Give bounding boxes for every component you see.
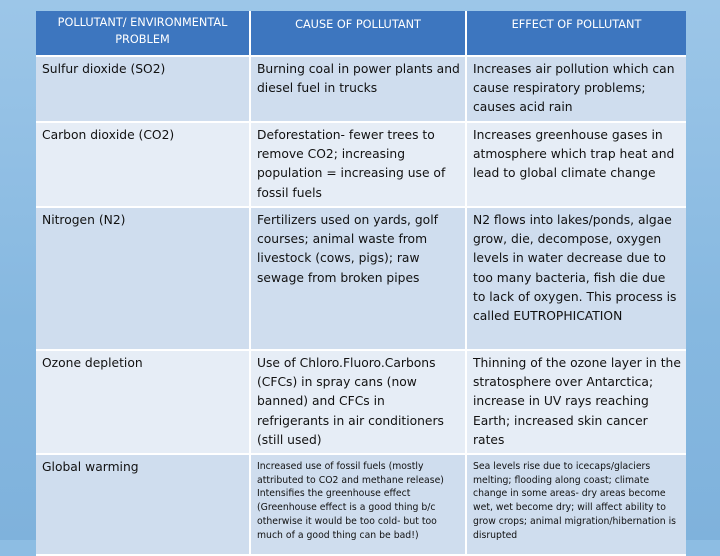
header-row	[36, 11, 686, 57]
problem-cell: Ozone depletion	[36, 351, 251, 455]
effect-cell: N2 flows into lakes/ponds, algae grow, die, decompose, oxygen levels in water decrease due to too many bacteria, fish die due to lack of oxygen. This process is called EUTROPHICATION	[467, 208, 686, 351]
effect-cell: Increases air pollution which can cause respiratory problems; causes acid rain	[467, 57, 686, 123]
table-row	[36, 455, 686, 556]
problem-cell: Sulfur dioxide (SO2)	[36, 57, 251, 123]
problem-cell: Global warming	[36, 455, 251, 556]
header-effect: EFFECT OF POLLUTANT	[467, 11, 686, 57]
cause-cell: Use of Chloro.Fluoro.Carbons (CFCs) in spray cans (now banned) and CFCs in refrigerants in air conditioners (still used)	[251, 351, 467, 455]
table-row	[36, 208, 686, 351]
header-problem: POLLUTANT/ ENVIRONMENTAL PROBLEM	[36, 11, 251, 57]
cause-cell: Deforestation- fewer trees to remove CO2; increasing population = increasing use of fossil fuels	[251, 123, 467, 208]
pollutant-table	[36, 11, 686, 556]
cause-cell: Burning coal in power plants and diesel fuel in trucks	[251, 57, 467, 123]
table-row	[36, 351, 686, 455]
effect-cell: Increases greenhouse gases in atmosphere which trap heat and lead to global climate change	[467, 123, 686, 208]
table-row	[36, 123, 686, 208]
effect-cell: Sea levels rise due to icecaps/glaciers melting; flooding along coast; climate change in some areas- dry areas become wet, wet become dry; will affect ability to grow crops; animal migration/hibernation is disrupted	[467, 455, 686, 556]
problem-cell: Nitrogen (N2)	[36, 208, 251, 351]
cause-cell: Fertilizers used on yards, golf courses; animal waste from livestock (cows, pigs); raw sewage from broken pipes	[251, 208, 467, 351]
table-row	[36, 57, 686, 123]
effect-cell: Thinning of the ozone layer in the stratosphere over Antarctica; increase in UV rays reaching Earth; increased skin cancer rates	[467, 351, 686, 455]
header-cause: CAUSE OF POLLUTANT	[251, 11, 467, 57]
problem-cell: Carbon dioxide (CO2)	[36, 123, 251, 208]
cause-cell: Increased use of fossil fuels (mostly attributed to CO2 and methane release) Intensifies the greenhouse effect (Greenhouse effect is a good thing b/c otherwise it would be too cold- but too much of a good thing can be bad!)	[251, 455, 467, 556]
